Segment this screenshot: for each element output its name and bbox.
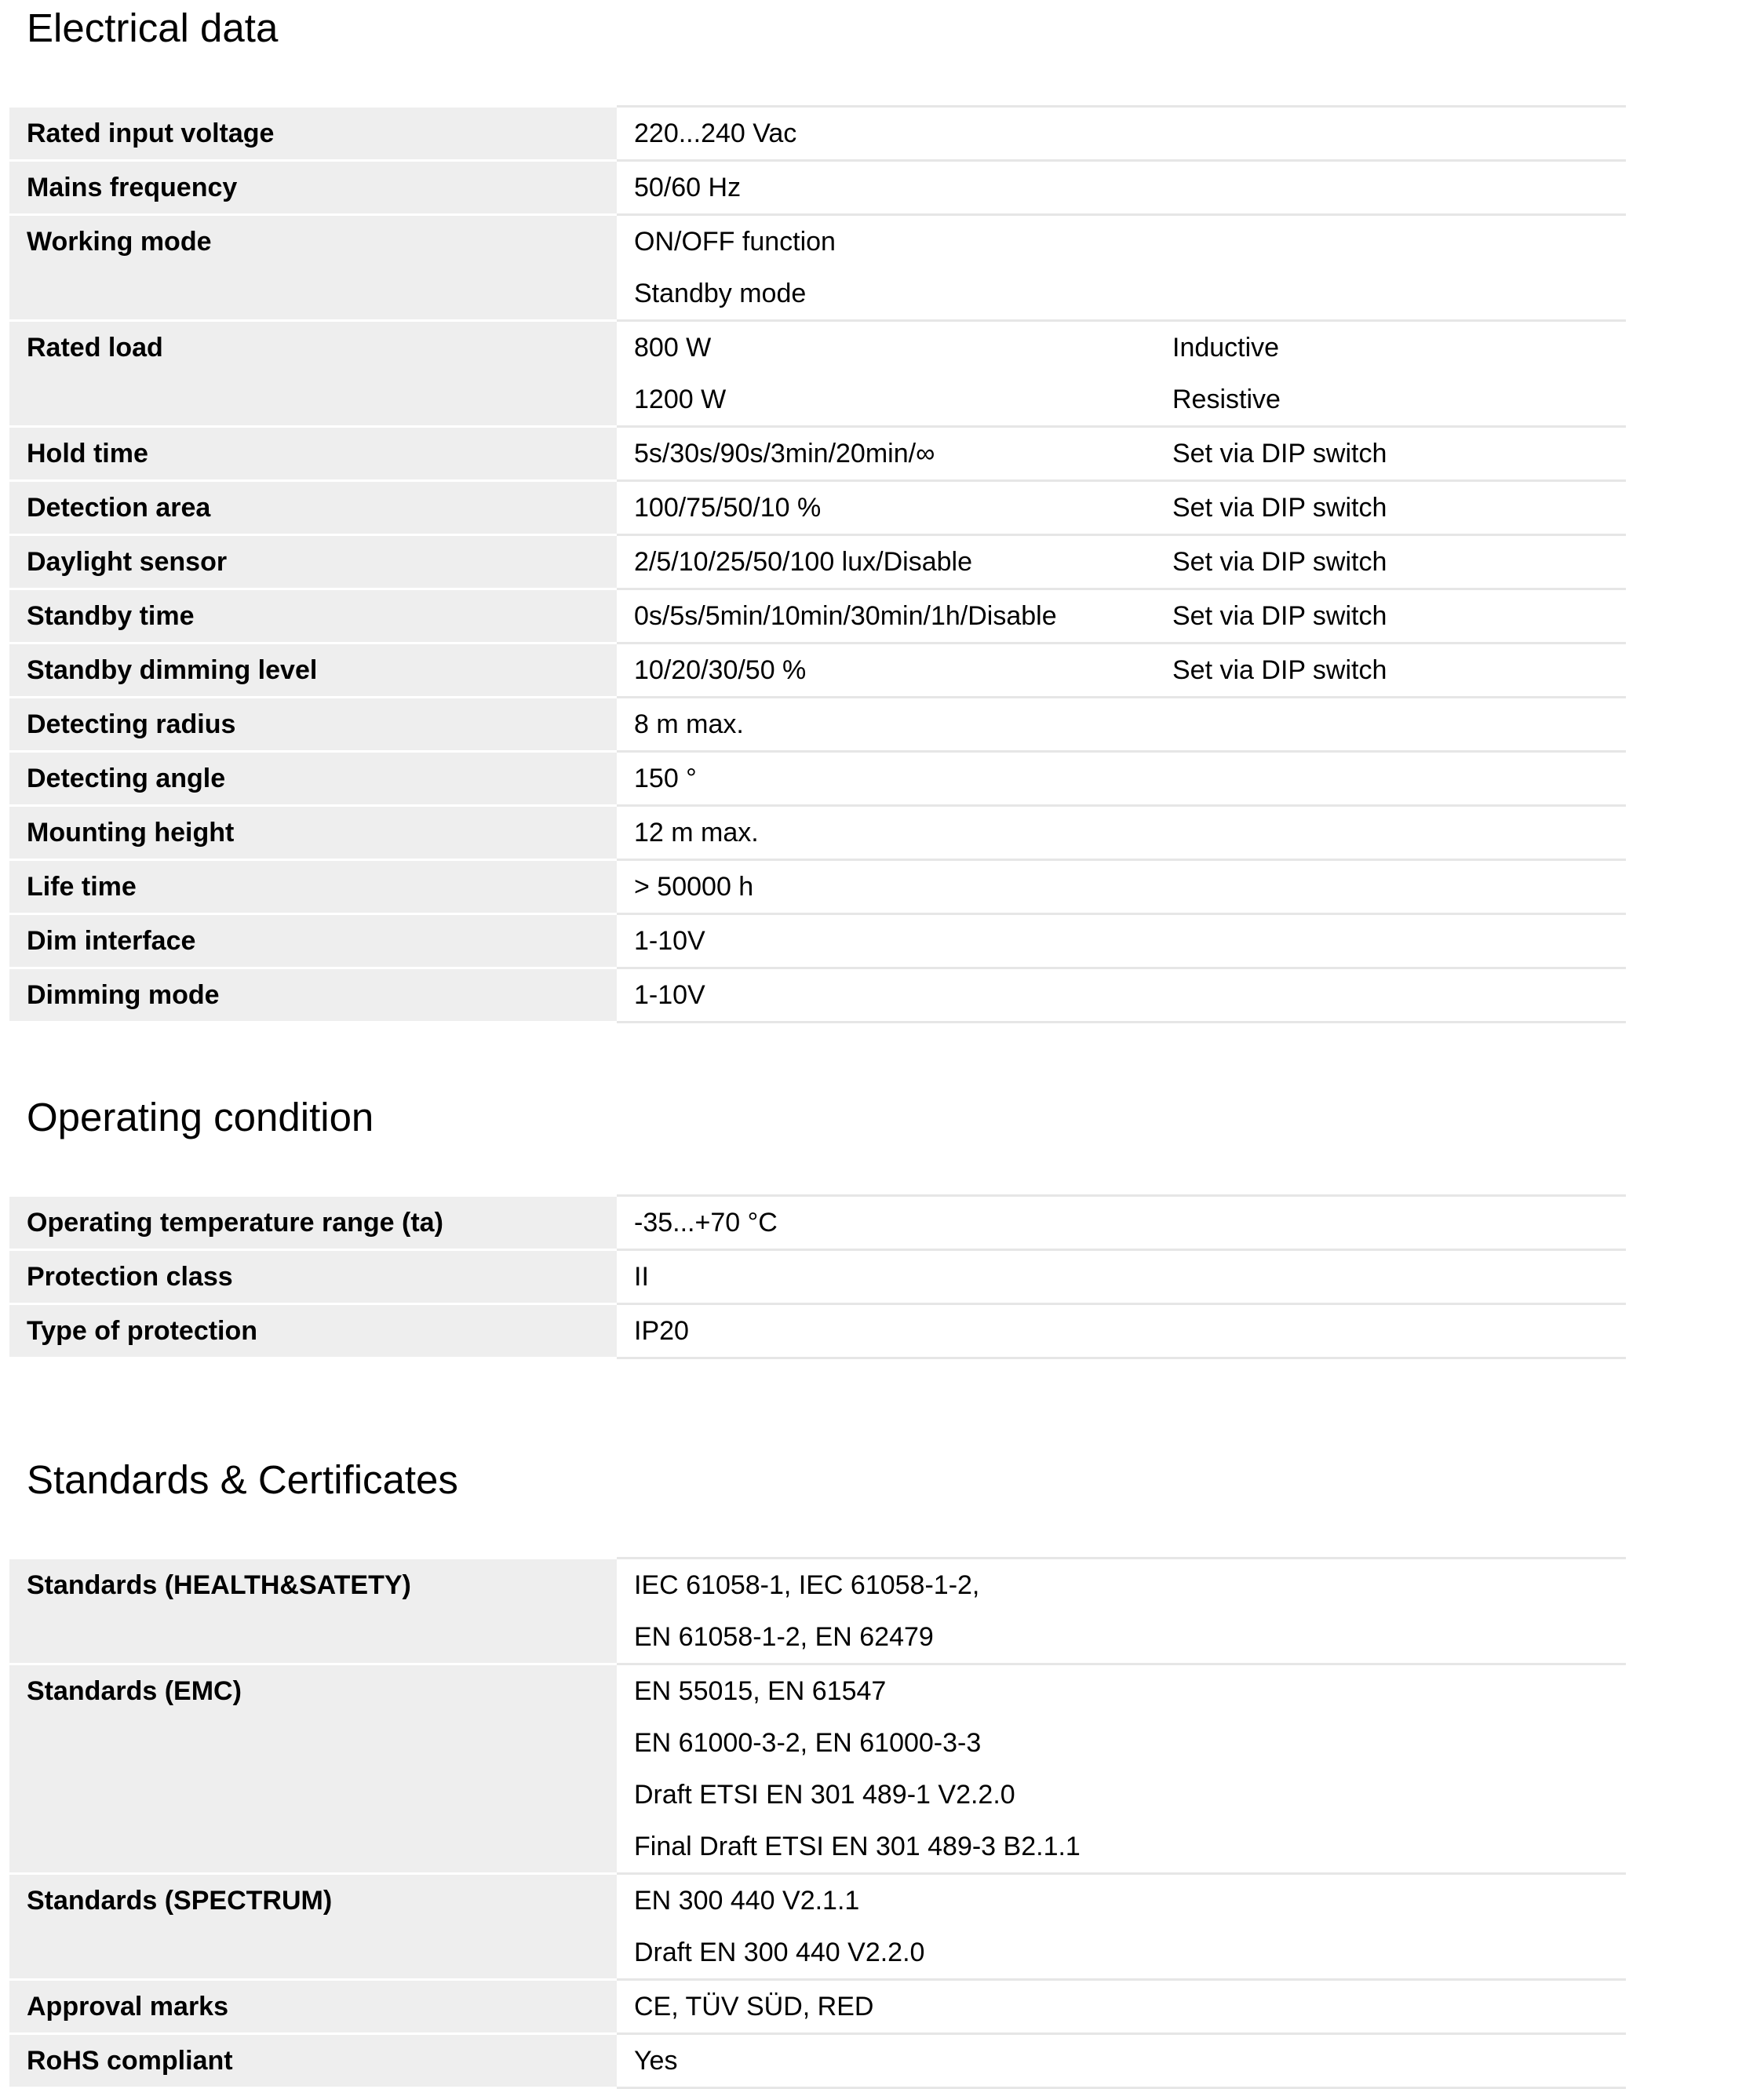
electrical-data-table (9, 105, 1626, 1023)
note-line (1172, 1611, 1626, 1663)
row-value (617, 535, 1155, 589)
note-line: Set via DIP switch (1172, 655, 1387, 685)
table-row (9, 107, 1626, 161)
row-value (617, 427, 1155, 481)
row-note (1155, 535, 1626, 589)
note-line: Resistive (1172, 385, 1281, 414)
note-line (1172, 915, 1626, 967)
value-line: Final Draft ETSI EN 301 489-3 B2.1.1 (634, 1832, 1081, 1861)
row-label (9, 427, 617, 481)
value-line: 50/60 Hz (634, 173, 742, 202)
row-label-text: Detection area (27, 493, 211, 523)
row-label (9, 321, 617, 427)
row-label-text: Standards (HEALTH&SATETY) (27, 1570, 411, 1600)
table-row (9, 1664, 1626, 1874)
row-value (617, 1304, 1155, 1358)
value-line: 150 ° (634, 764, 697, 793)
table-row (9, 481, 1626, 535)
row-value (617, 1874, 1155, 1980)
row-label-text: Rated load (27, 333, 163, 363)
row-label-text: Daylight sensor (27, 547, 228, 577)
note-line (1172, 1305, 1626, 1357)
row-label (9, 481, 617, 535)
row-note (1155, 1304, 1626, 1358)
value-line: Standby mode (634, 279, 807, 308)
row-label-text: Detecting angle (27, 764, 226, 793)
value-line: 220...240 Vac (634, 118, 797, 148)
row-label (9, 806, 617, 860)
row-value (617, 914, 1155, 968)
row-note (1155, 1980, 1626, 2034)
value-line: 1-10V (634, 926, 705, 956)
row-label (9, 1250, 617, 1304)
row-note (1155, 914, 1626, 968)
note-line (1172, 1981, 1626, 2032)
note-line (1172, 1717, 1626, 1769)
note-line (1172, 698, 1626, 750)
row-label-text: Life time (27, 872, 137, 902)
value-line: Draft ETSI EN 301 489-1 V2.2.0 (634, 1780, 1015, 1810)
row-value (617, 752, 1155, 806)
note-line (1172, 1251, 1626, 1303)
table-row (9, 752, 1626, 806)
table-row (9, 643, 1626, 698)
row-note (1155, 860, 1626, 914)
row-label (9, 698, 617, 752)
note-line (1172, 807, 1626, 859)
row-label-text: Standards (EMC) (27, 1676, 242, 1706)
value-line: IP20 (634, 1316, 689, 1346)
row-label (9, 1304, 617, 1358)
row-label-text: Hold time (27, 439, 148, 468)
row-label (9, 643, 617, 698)
table-row (9, 535, 1626, 589)
row-value (617, 215, 1155, 321)
value-line: CE, TÜV SÜD, RED (634, 1992, 874, 2022)
row-label-text: Protection class (27, 1262, 233, 1292)
value-line: 100/75/50/10 % (634, 493, 822, 523)
row-label-text: Operating temperature range (ta) (27, 1208, 443, 1238)
row-note (1155, 806, 1626, 860)
section-title-operating-condition: Operating condition (27, 1095, 374, 1139)
table-row (9, 427, 1626, 481)
row-label (9, 1559, 617, 1664)
table-row (9, 1304, 1626, 1358)
row-label-text: Standby dimming level (27, 655, 318, 685)
row-label (9, 860, 617, 914)
row-label-text: Mounting height (27, 818, 235, 848)
row-label (9, 589, 617, 643)
row-note (1155, 1664, 1626, 1874)
table-row (9, 1250, 1626, 1304)
row-label-text: Standards (SPECTRUM) (27, 1886, 333, 1916)
table-row (9, 1874, 1626, 1980)
note-line (1172, 108, 1626, 159)
standards-certificates-table (9, 1557, 1626, 2089)
row-note (1155, 2034, 1626, 2088)
note-line (1172, 1665, 1626, 1717)
note-line (1172, 2035, 1626, 2087)
value-line: EN 61000-3-2, EN 61000-3-3 (634, 1728, 982, 1758)
note-line (1172, 861, 1626, 913)
value-line: 800 W (634, 333, 712, 363)
table-row (9, 914, 1626, 968)
row-label-text: Dim interface (27, 926, 196, 956)
row-value (617, 481, 1155, 535)
row-value (617, 1559, 1155, 1664)
table-row (9, 161, 1626, 215)
row-note (1155, 643, 1626, 698)
table-row (9, 1559, 1626, 1664)
row-label-text: Standby time (27, 601, 195, 631)
row-label (9, 914, 617, 968)
row-label-text: Dimming mode (27, 980, 220, 1010)
row-value (617, 1250, 1155, 1304)
table-row (9, 698, 1626, 752)
row-label (9, 1874, 617, 1980)
row-note (1155, 1196, 1626, 1250)
table-row (9, 1980, 1626, 2034)
row-label-text: Working mode (27, 227, 212, 257)
row-label-text: RoHS compliant (27, 2046, 233, 2076)
section-title-electrical-data: Electrical data (27, 5, 279, 50)
row-value (617, 589, 1155, 643)
note-line (1172, 1197, 1626, 1249)
row-value (617, 643, 1155, 698)
note-line (1172, 1559, 1626, 1611)
table-row (9, 968, 1626, 1023)
note-line: Set via DIP switch (1172, 601, 1387, 631)
row-label-text: Rated input voltage (27, 118, 275, 148)
row-label (9, 1664, 617, 1874)
value-line: 10/20/30/50 % (634, 655, 807, 685)
value-line: Yes (634, 2046, 678, 2076)
value-line: 8 m max. (634, 709, 744, 739)
value-line: EN 61058-1-2, EN 62479 (634, 1622, 934, 1652)
value-line: 2/5/10/25/50/100 lux/Disable (634, 547, 972, 577)
row-label (9, 107, 617, 161)
row-value (617, 860, 1155, 914)
row-value (617, 1664, 1155, 1874)
row-label (9, 752, 617, 806)
value-line: 5s/30s/90s/3min/20min/∞ (634, 439, 935, 468)
table-row (9, 806, 1626, 860)
note-line: Set via DIP switch (1172, 547, 1387, 577)
row-note (1155, 161, 1626, 215)
value-line: IEC 61058-1, IEC 61058-1-2, (634, 1570, 980, 1600)
row-value (617, 806, 1155, 860)
row-note (1155, 481, 1626, 535)
row-note (1155, 215, 1626, 321)
value-line: EN 55015, EN 61547 (634, 1676, 887, 1706)
note-line (1172, 1875, 1626, 1927)
row-label (9, 968, 617, 1023)
row-label (9, 2034, 617, 2088)
row-value (617, 2034, 1155, 2088)
table-row (9, 321, 1626, 427)
note-line: Set via DIP switch (1172, 439, 1387, 468)
value-line: > 50000 h (634, 872, 754, 902)
row-note (1155, 968, 1626, 1023)
row-note (1155, 1874, 1626, 1980)
row-note (1155, 589, 1626, 643)
table-row (9, 1196, 1626, 1250)
value-line: 1-10V (634, 980, 705, 1010)
row-value (617, 321, 1155, 427)
note-line: Inductive (1172, 333, 1280, 363)
note-line (1172, 969, 1626, 1021)
row-note (1155, 1250, 1626, 1304)
row-note (1155, 427, 1626, 481)
row-label (9, 1980, 617, 2034)
value-line: II (634, 1262, 649, 1292)
row-note (1155, 752, 1626, 806)
row-value (617, 968, 1155, 1023)
row-value (617, 698, 1155, 752)
row-label-text: Mains frequency (27, 173, 238, 202)
row-value (617, 161, 1155, 215)
value-line: Draft EN 300 440 V2.2.0 (634, 1938, 925, 1967)
value-line: -35...+70 °C (634, 1208, 778, 1238)
note-line (1172, 1769, 1626, 1821)
row-label-text: Type of protection (27, 1316, 258, 1346)
row-note (1155, 107, 1626, 161)
table-row (9, 215, 1626, 321)
row-value (617, 107, 1155, 161)
note-line (1172, 162, 1626, 213)
note-line (1172, 753, 1626, 804)
row-label (9, 1196, 617, 1250)
row-label (9, 535, 617, 589)
operating-condition-table (9, 1194, 1626, 1359)
row-label (9, 215, 617, 321)
table-row (9, 860, 1626, 914)
row-value (617, 1196, 1155, 1250)
table-row (9, 2034, 1626, 2088)
section-title-standards-certificates: Standards & Certificates (27, 1457, 458, 1502)
value-line: 12 m max. (634, 818, 759, 848)
row-label-text: Detecting radius (27, 709, 236, 739)
table-row (9, 589, 1626, 643)
note-line (1172, 1821, 1626, 1872)
row-label (9, 161, 617, 215)
note-line (1172, 268, 1626, 319)
value-line: 1200 W (634, 385, 727, 414)
row-value (617, 1980, 1155, 2034)
value-line: EN 300 440 V2.1.1 (634, 1886, 860, 1916)
note-line (1172, 1927, 1626, 1978)
value-line: ON/OFF function (634, 227, 836, 257)
note-line (1172, 216, 1626, 268)
row-note (1155, 698, 1626, 752)
note-line: Set via DIP switch (1172, 493, 1387, 523)
row-label-text: Approval marks (27, 1992, 228, 2022)
row-note (1155, 1559, 1626, 1664)
value-line: 0s/5s/5min/10min/30min/1h/Disable (634, 601, 1057, 631)
row-note (1155, 321, 1626, 427)
